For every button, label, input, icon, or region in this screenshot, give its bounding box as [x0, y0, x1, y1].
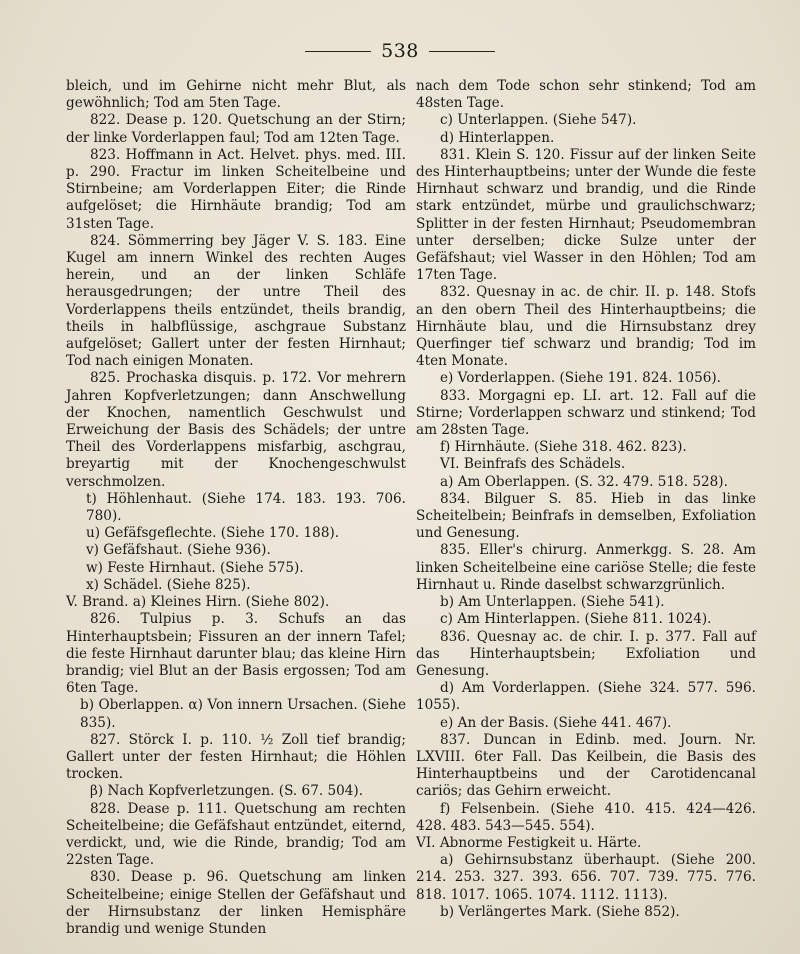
right-column-paragraph: 835. Eller's chirurg. Anmerkgg. S. 28. Am linken Scheitelbeine eine cariöse Stelle; die feste Hirnhaut u. Rinde daselbst schwarzgrünlich.: [416, 542, 756, 593]
right-column-paragraph: e) Vorderlappen. (Siehe 191. 824. 1056).: [440, 370, 721, 387]
right-column-paragraph: d) Am Vorderlappen. (Siehe 324. 577. 596. 1055).: [416, 680, 756, 714]
left-column-paragraph: 823. Hoffmann in Act. Helvet. phys. med. III. p. 290. Fractur im linken Scheitelbeine und Stirnbeine; am Vorderlappen Eiter; die Rinde aufgelöset; die Hirnhäute brandig; Tod am 31sten Tage.: [66, 146, 406, 232]
header-rule-right: [429, 51, 495, 52]
right-column-paragraph: 831. Klein S. 120. Fissur auf der linken Seite des Hinterhauptbeins; unter der Wunde die feste Hirnhaut schwarz und brandig, und die Rinde stark entzündet, mürbe und graulichschwarz; Splitter in der festen Hirnhaut; Pseudomembran unter derselben; dicke Sulze unter der Gefäfshaut; viel Wasser in den Höhlen; Tod am 17ten Tage.: [416, 146, 756, 284]
right-column-paragraph: a) Gehirnsubstanz überhaupt. (Siehe 200. 214. 253. 327. 393. 656. 707. 739. 775. 776. 818. 1017. 1065. 1074. 1112. 1113).: [416, 852, 756, 903]
left-column-paragraph: 830. Dease p. 96. Quetschung am linken Scheitelbeine; einige Stellen der Gefäfshaut und der Hirnsubstanz der linken Hemisphäre brandig und wenige Stunden: [66, 869, 406, 937]
right-column-paragraph: VI. Abnorme Festigkeit u. Härte.: [416, 834, 642, 851]
right-column-paragraph: nach dem Tode schon sehr stinkend; Tod am 48sten Tage.: [416, 78, 756, 112]
right-column-paragraph: 833. Morgagni ep. LI. art. 12. Fall auf die Stirne; Vorderlappen schwarz und stinkend; Tod am 28sten Tage.: [416, 387, 756, 439]
right-column-paragraph: 836. Quesnay ac. de chir. I. p. 377. Fall auf das Hinterhauptsbein; Exfoliation und Genesung.: [416, 628, 756, 679]
left-column-paragraph: 827. Störck I. p. 110. ½ Zoll tief brandig; Gallert unter der festen Hirnhaut; die Höhlen trocken.: [66, 731, 406, 783]
right-column-paragraph: d) Hinterlappen.: [440, 129, 555, 146]
left-column-paragraph: 825. Prochaska disquis. p. 172. Vor mehrern Jahren Kopfverletzungen; dann Anschwellung der Knochen, namentlich Geschwulst und Erweichung der Basis des Schädels; der untre Theil des Vorderlappens misfarbig, aschgrau, breyartig mit der Knochengeschwulst verschmolzen.: [66, 370, 406, 490]
header-rule-left: [305, 51, 371, 52]
page-number: 538: [381, 40, 419, 62]
left-column-paragraph: v) Gefäfshaut. (Siehe 936).: [86, 542, 271, 559]
right-column-paragraph: 834. Bilguer S. 85. Hieb in das linke Scheitelbein; Beinfrafs in demselben, Exfoliation und Genesung.: [416, 490, 756, 542]
right-column-paragraph: 832. Quesnay in ac. de chir. II. p. 148. Stofs an den obern Theil des Hinterhauptbeins; die Hirnhäute blau, und die Hirnsubstanz drey Querfinger tief schwarz und brandig; Tod im 4ten Monate.: [416, 284, 756, 370]
left-column-paragraph: w) Feste Hirnhaut. (Siehe 575).: [86, 559, 304, 576]
right-column-paragraph: c) Unterlappen. (Siehe 547).: [440, 112, 637, 129]
left-column-paragraph: b) Oberlappen. α) Von innern Ursachen. (Siehe 835).: [80, 697, 406, 731]
left-column-paragraph: 828. Dease p. 111. Quetschung am rechten Scheitelbeine; die Gefäfshaut entzündet, eiternd, verdickt, und, wie die Rinde, brandig; Tod am 22sten Tage.: [66, 800, 406, 869]
right-column-paragraph: b) Verlängertes Mark. (Siehe 852).: [440, 903, 680, 920]
right-column-paragraph: 837. Duncan in Edinb. med. Journ. Nr. LXVIII. 6ter Fall. Das Keilbein, die Basis des Hinterhauptbeins und der Carotidencanal cariös; das Gehirn erweicht.: [416, 731, 756, 800]
right-column-paragraph: e) An der Basis. (Siehe 441. 467).: [440, 714, 672, 731]
left-column-paragraph: 822. Dease p. 120. Quetschung an der Stirn; der linke Vorderlappen faul; Tod am 12ten Tage.: [66, 112, 406, 146]
left-column-paragraph: bleich, und im Gehirne nicht mehr Blut, als gewöhnlich; Tod am 5ten Tage.: [66, 78, 406, 112]
left-column-paragraph: V. Brand. a) Kleines Hirn. (Siehe 802).: [66, 594, 330, 611]
right-column-paragraph: f) Hirnhäute. (Siehe 318. 462. 823).: [440, 439, 687, 456]
right-column-paragraph: VI. Beinfrafs des Schädels.: [440, 456, 626, 473]
page-header: [0, 40, 800, 62]
right-column-paragraph: c) Am Hinterlappen. (Siehe 811. 1024).: [440, 611, 712, 628]
left-column-paragraph: x) Schädel. (Siehe 825).: [86, 576, 251, 593]
left-column: [66, 78, 406, 938]
left-column-paragraph: β) Nach Kopfverletzungen. (S. 67. 504).: [90, 783, 364, 800]
left-column-paragraph: u) Gefäfsgeflechte. (Siehe 170. 188).: [86, 525, 340, 542]
left-column-paragraph: 826. Tulpius p. 3. Schufs an das Hinterhauptsbein; Fissuren an der innern Tafel; die feste Hirnhaut darunter blau; das kleine Hirn brandig; viel Blut an der Basis ergossen; Tod am 6ten Tage.: [66, 611, 406, 697]
left-column-paragraph: 824. Sömmerring bey Jäger V. S. 183. Eine Kugel am innern Winkel des rechten Auges herein, und an der linken Schläfe herausgedrungen; der untre Theil des Vorderlappens theils entzündet, theils brandig, theils in halbflüssige, aschgraue Substanz aufgelöset; Gallert unter der festen Hirnhaut; Tod nach einigen Monaten.: [66, 232, 406, 370]
left-column-paragraph: t) Höhlenhaut. (Siehe 174. 183. 193. 706. 780).: [86, 490, 406, 525]
right-column: [416, 78, 756, 921]
right-column-paragraph: a) Am Oberlappen. (S. 32. 479. 518. 528).: [440, 473, 728, 490]
right-column-paragraph: f) Felsenbein. (Siehe 410. 415. 424—426. 428. 483. 543—545. 554).: [416, 800, 756, 834]
right-column-paragraph: b) Am Unterlappen. (Siehe 541).: [440, 594, 665, 611]
